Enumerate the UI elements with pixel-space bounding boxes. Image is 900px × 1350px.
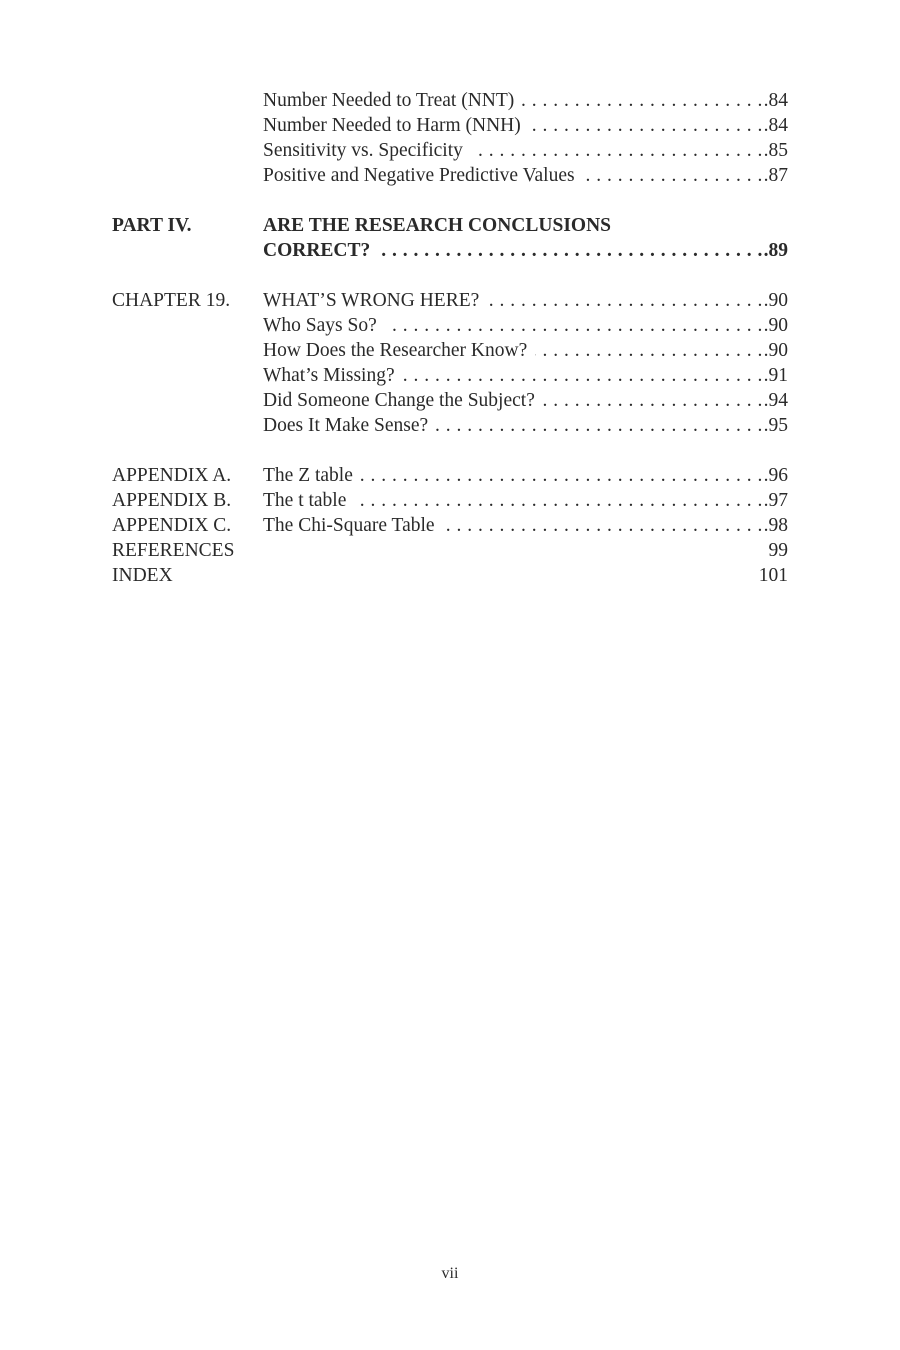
toc-entry bbox=[112, 363, 788, 388]
toc-entry-page: .94 bbox=[763, 390, 788, 411]
toc-entry-page: .84 bbox=[763, 115, 788, 136]
appendix-page: .98 bbox=[763, 515, 788, 536]
appendix-title: The Chi-Square Table bbox=[263, 515, 443, 536]
chapter-title: WHAT’S WRONG HERE? bbox=[263, 290, 487, 311]
toc-entry-title: Number Needed to Harm (NNH) bbox=[263, 115, 529, 136]
toc-entry-title: Number Needed to Treat (NNT) bbox=[263, 90, 522, 111]
table-of-contents bbox=[112, 88, 788, 588]
toc-entry-title: Did Someone Change the Subject? bbox=[263, 390, 543, 411]
index-label: INDEX bbox=[112, 565, 173, 586]
toc-entry bbox=[112, 113, 788, 138]
toc-entry bbox=[112, 163, 788, 188]
toc-entry bbox=[112, 413, 788, 438]
appendix-title: The t table bbox=[263, 490, 354, 511]
index-entry bbox=[112, 563, 788, 588]
references-entry bbox=[112, 538, 788, 563]
toc-entry-title: Who Says So? bbox=[263, 315, 385, 336]
appendix-page: .96 bbox=[763, 465, 788, 486]
toc-entry-page: .84 bbox=[763, 90, 788, 111]
toc-entry-page: .90 bbox=[763, 315, 788, 336]
toc-entry bbox=[112, 313, 788, 338]
toc-entry-title: Sensitivity vs. Specificity bbox=[263, 140, 471, 161]
appendix-title: The Z table bbox=[263, 465, 361, 486]
toc-entry-title: How Does the Researcher Know? bbox=[263, 340, 535, 361]
references-page: 99 bbox=[768, 540, 788, 561]
appendix-label: APPENDIX A. bbox=[112, 465, 232, 486]
toc-entry-page: .87 bbox=[763, 165, 788, 186]
part-heading bbox=[112, 213, 788, 238]
toc-entry bbox=[112, 138, 788, 163]
appendix-page: .97 bbox=[763, 490, 788, 511]
index-page: 101 bbox=[758, 565, 788, 586]
toc-entry-title: Positive and Negative Predictive Values bbox=[263, 165, 583, 186]
toc-entry-page: .85 bbox=[763, 140, 788, 161]
appendix-entry bbox=[112, 463, 788, 488]
toc-entry-page: .95 bbox=[763, 415, 788, 436]
toc-entry bbox=[112, 88, 788, 113]
references-label: REFERENCES bbox=[112, 540, 235, 561]
toc-entry bbox=[112, 338, 788, 363]
toc-entry-page: .90 bbox=[763, 340, 788, 361]
toc-entry-title: What’s Missing? bbox=[263, 365, 403, 386]
chapter-heading bbox=[112, 288, 788, 313]
page-number: vii bbox=[441, 1265, 459, 1282]
part-heading-continued bbox=[112, 238, 788, 263]
chapter-page: .90 bbox=[763, 290, 788, 311]
part-title-line1: ARE THE RESEARCH CONCLUSIONS bbox=[263, 215, 619, 236]
appendix-label: APPENDIX C. bbox=[112, 515, 232, 536]
appendix-entry bbox=[112, 513, 788, 538]
toc-entry-page: .91 bbox=[763, 365, 788, 386]
part-page: .89 bbox=[763, 240, 788, 261]
toc-entry bbox=[112, 388, 788, 413]
appendix-label: APPENDIX B. bbox=[112, 490, 232, 511]
part-label: PART IV. bbox=[112, 215, 192, 236]
part-title-line2: CORRECT? bbox=[263, 240, 378, 261]
chapter-label: CHAPTER 19. bbox=[112, 290, 231, 311]
toc-entry-title: Does It Make Sense? bbox=[263, 415, 436, 436]
appendix-entry bbox=[112, 488, 788, 513]
